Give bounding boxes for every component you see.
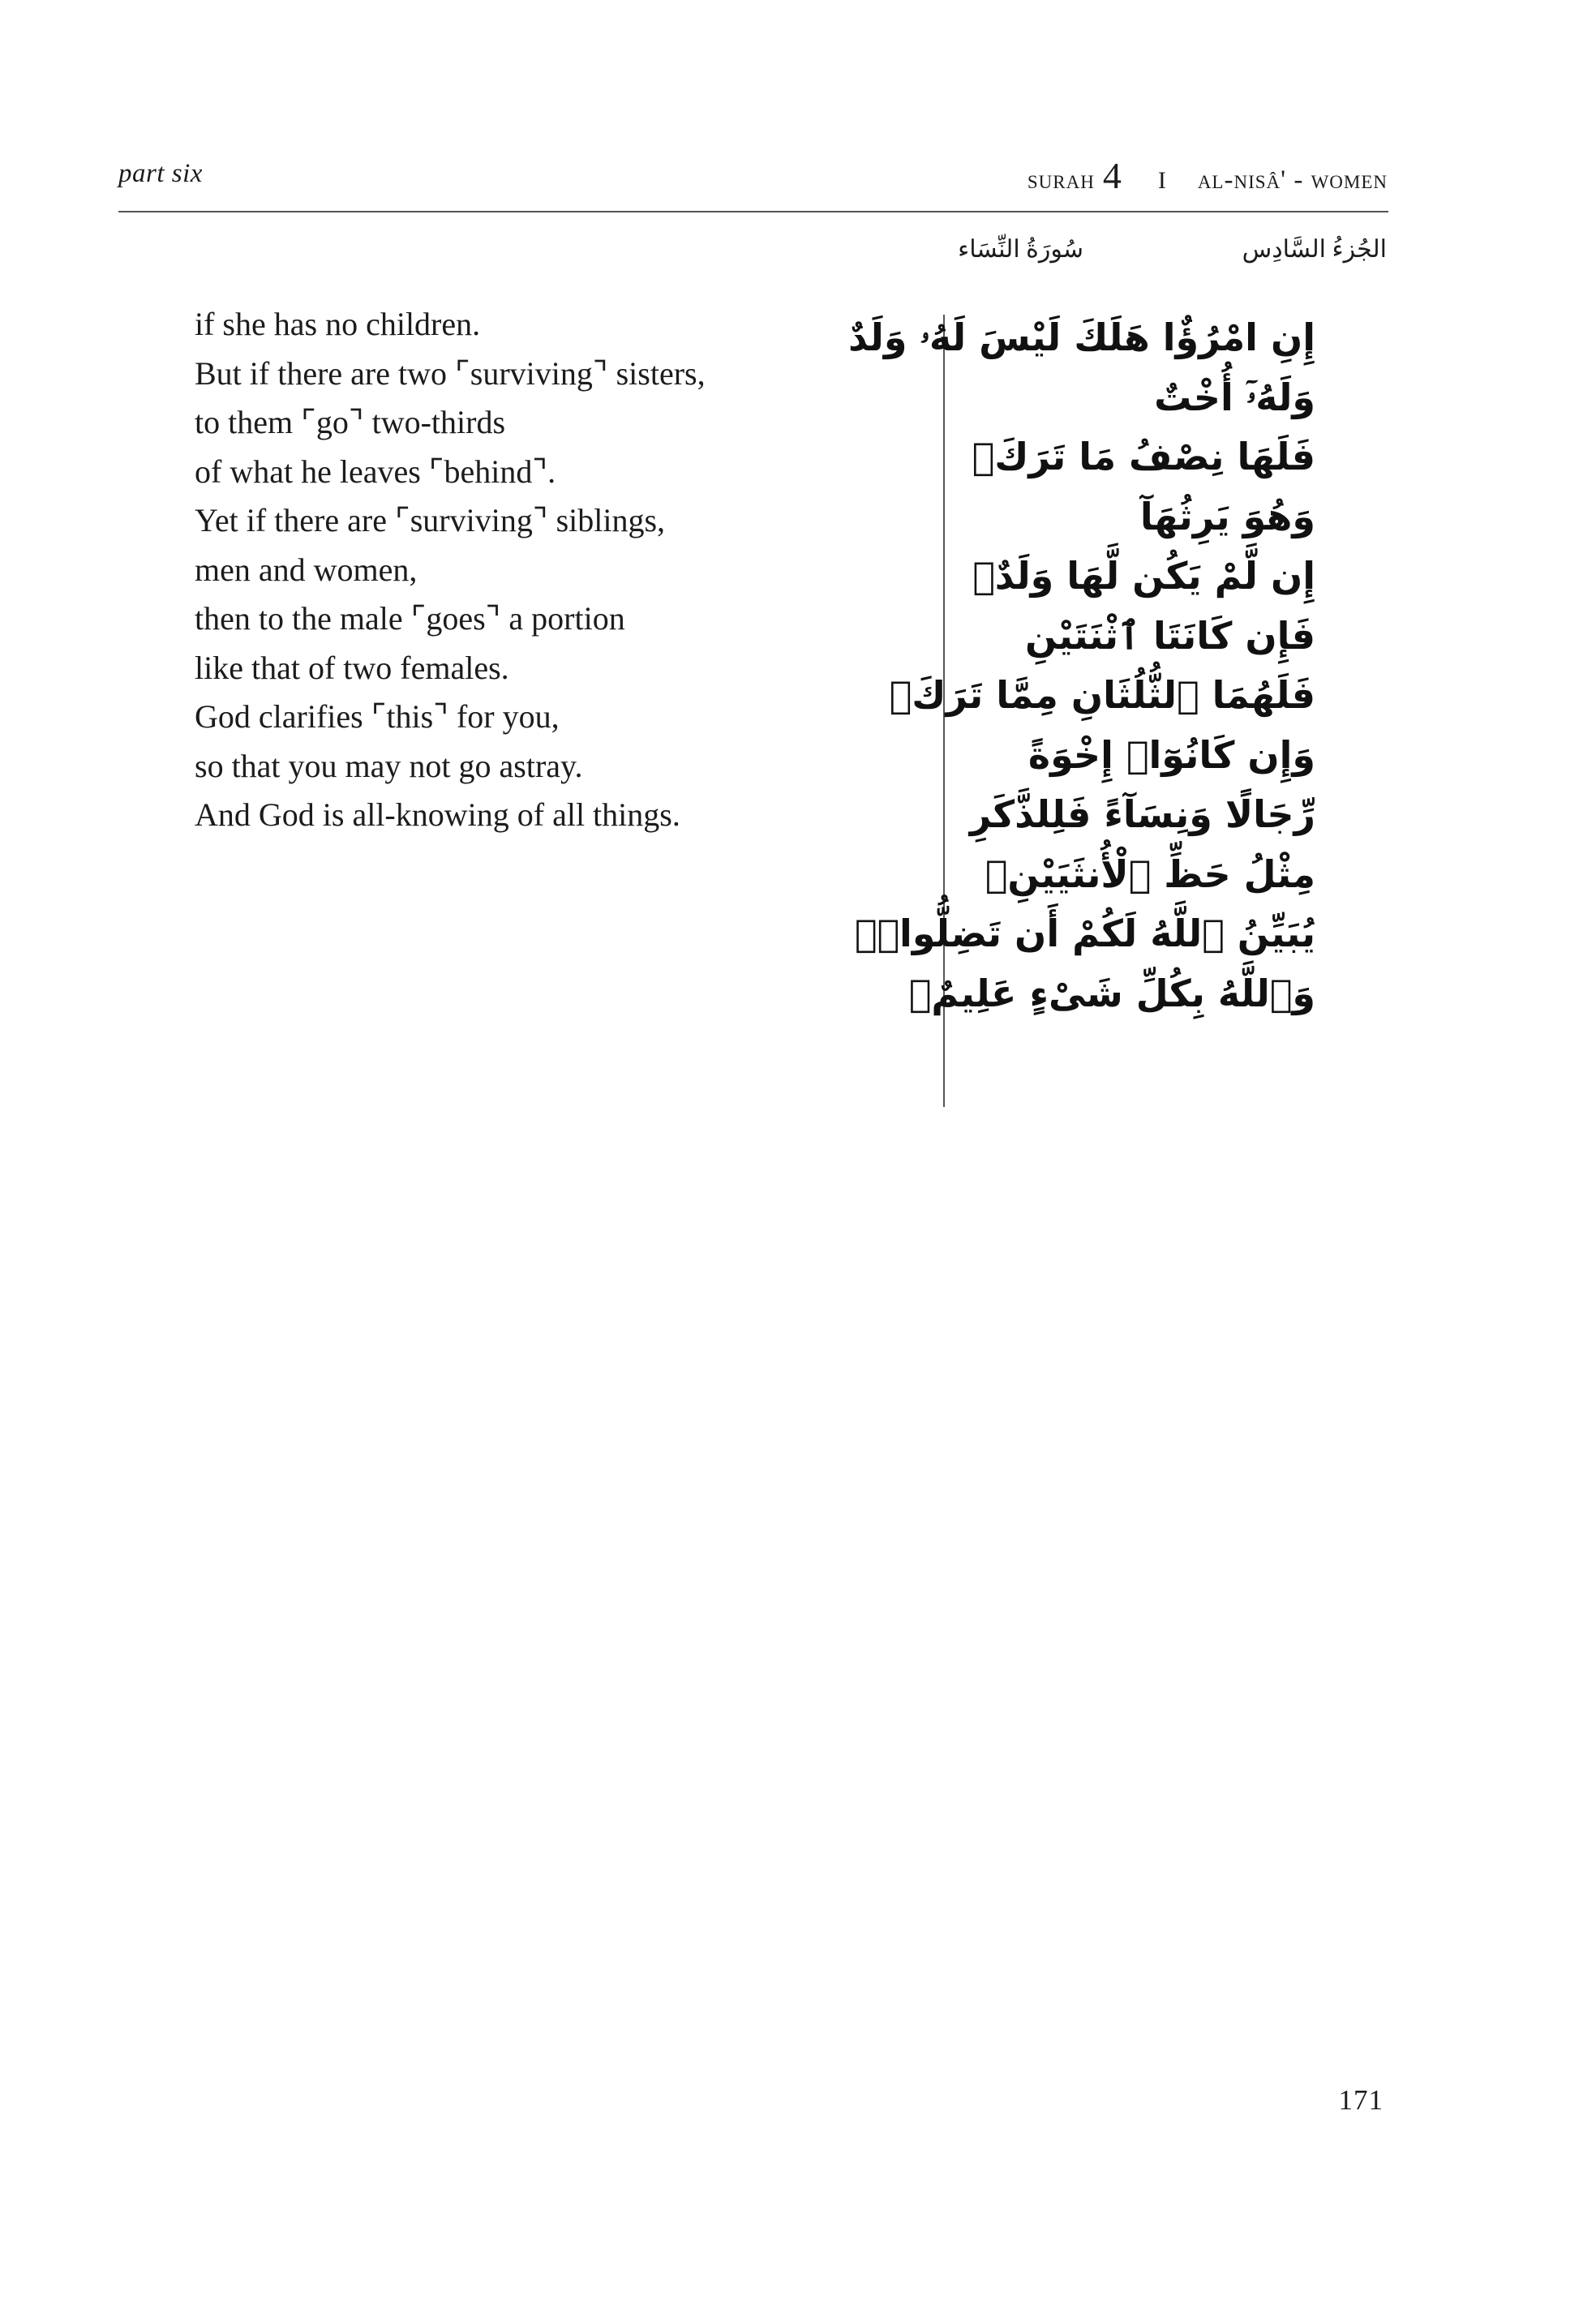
english-line: Yet if there are ⌜surviving⌝ siblings, (195, 502, 666, 538)
running-head-surah (1028, 154, 1388, 197)
arabic-line: وَٱللَّهُ بِكُلِّ شَىْءٍ عَلِيمٌۢ (908, 971, 1315, 1015)
english-line: men and women, (195, 551, 418, 588)
english-translation (195, 300, 706, 840)
english-line: And God is all-knowing of all things. (195, 796, 680, 833)
arabic-line: وَإِن كَانُوٓا۟ إِخْوَةً (1028, 732, 1315, 777)
arabic-line: وَلَهُۥٓ أُخْتٌ (1154, 375, 1315, 419)
surah-label: surah (1027, 165, 1095, 195)
arabic-line: فَلَهَا نِصْفُ مَا تَرَكَۚ (972, 435, 1315, 478)
arabic-line: فَإِن كَانَتَا ٱثْنَتَيْنِ (1025, 613, 1315, 658)
arabic-line: إِن لَّمْ يَكُن لَّهَا وَلَدٌۚ (972, 554, 1315, 598)
surah-name: al-nisâ' - women (1197, 165, 1388, 195)
arabic-line: يُبَيِّنُ ٱللَّهُ لَكُمْ أَن تَضِلُّوا۟ۗ (854, 912, 1315, 955)
english-line: like that of two females. (195, 649, 509, 686)
english-line: if she has no children. (195, 306, 481, 342)
surah-number: 4 (1102, 155, 1122, 196)
page-number: 171 (1338, 2084, 1384, 2116)
header-rule (118, 211, 1388, 212)
arabic-line: رِّجَالًا وَنِسَآءً فَلِلذَّكَرِ (969, 792, 1315, 836)
english-line: to them ⌜go⌝ two-thirds (195, 404, 506, 440)
english-line: But if there are two ⌜surviving⌝ sisters, (195, 354, 706, 392)
arabic-line: مِثْلُ حَظِّ ٱلْأُنثَيَيْنِۗ (985, 852, 1315, 896)
arabic-juz-head: الجُزءُ السَّادِس (1242, 236, 1387, 263)
arabic-line: إِنِ امْرُؤٌا هَلَكَ لَيْسَ لَهُۥ وَلَدٌ (847, 315, 1315, 359)
arabic-text (848, 308, 1315, 1023)
english-line: then to the male ⌜goes⌝ a portion (195, 600, 625, 637)
running-head-part: part six (118, 159, 203, 188)
arabic-line: وَهُوَ يَرِثُهَآ (1139, 494, 1315, 538)
header-separator: I (1157, 167, 1167, 194)
english-line: of what he leaves ⌜behind⌝. (195, 453, 556, 490)
english-line: God clarifies ⌜this⌝ for you, (195, 698, 560, 735)
arabic-surah-head: سُورَةُ النِّسَاء (958, 236, 1083, 263)
english-line: so that you may not go astray. (195, 747, 583, 784)
arabic-line: فَلَهُمَا ٱلثُّلُثَانِ مِمَّا تَرَكَۚ (889, 673, 1315, 717)
